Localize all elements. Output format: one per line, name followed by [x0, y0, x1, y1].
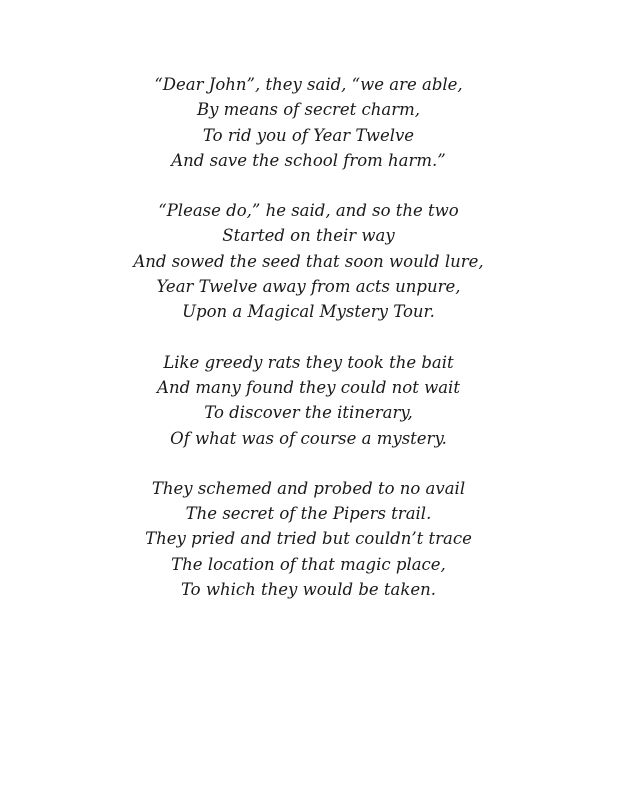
poem-line: Year Twelve away from acts unpure,: [156, 277, 461, 297]
poem-line: Like greedy rats they took the bait: [163, 352, 454, 372]
poem-line: They schemed and probed to no avail: [151, 478, 466, 498]
stanza-3: [0, 350, 617, 451]
poem-line: The secret of the Pipers trail.: [185, 504, 432, 524]
poem-line: To rid you of Year Twelve: [202, 125, 415, 145]
poem-line: To discover the itinerary,: [204, 403, 413, 423]
poem-line: And sowed the seed that soon would lure,: [133, 251, 484, 271]
poem-line: The location of that magic place,: [171, 554, 446, 574]
stanza-1: [0, 72, 617, 173]
poem-line: To which they would be taken.: [180, 580, 437, 600]
poem-line: “Dear John”, they said, “we are able,: [154, 75, 463, 94]
poem: [0, 72, 617, 627]
poem-line: “Please do,” he said, and so the two: [158, 201, 459, 221]
poem-line: And save the school from harm.”: [171, 150, 446, 170]
poem-line: Upon a Magical Mystery Tour.: [182, 302, 435, 322]
poem-line: They pried and tried but couldn’t trace: [145, 529, 472, 549]
poem-line: Of what was of course a mystery.: [170, 428, 447, 448]
poem-line: By means of secret charm,: [196, 100, 421, 120]
stanza-4: [0, 476, 617, 602]
poem-line: Started on their way: [222, 226, 395, 246]
poem-line: And many found they could not wait: [157, 377, 460, 397]
stanza-2: [0, 198, 617, 324]
